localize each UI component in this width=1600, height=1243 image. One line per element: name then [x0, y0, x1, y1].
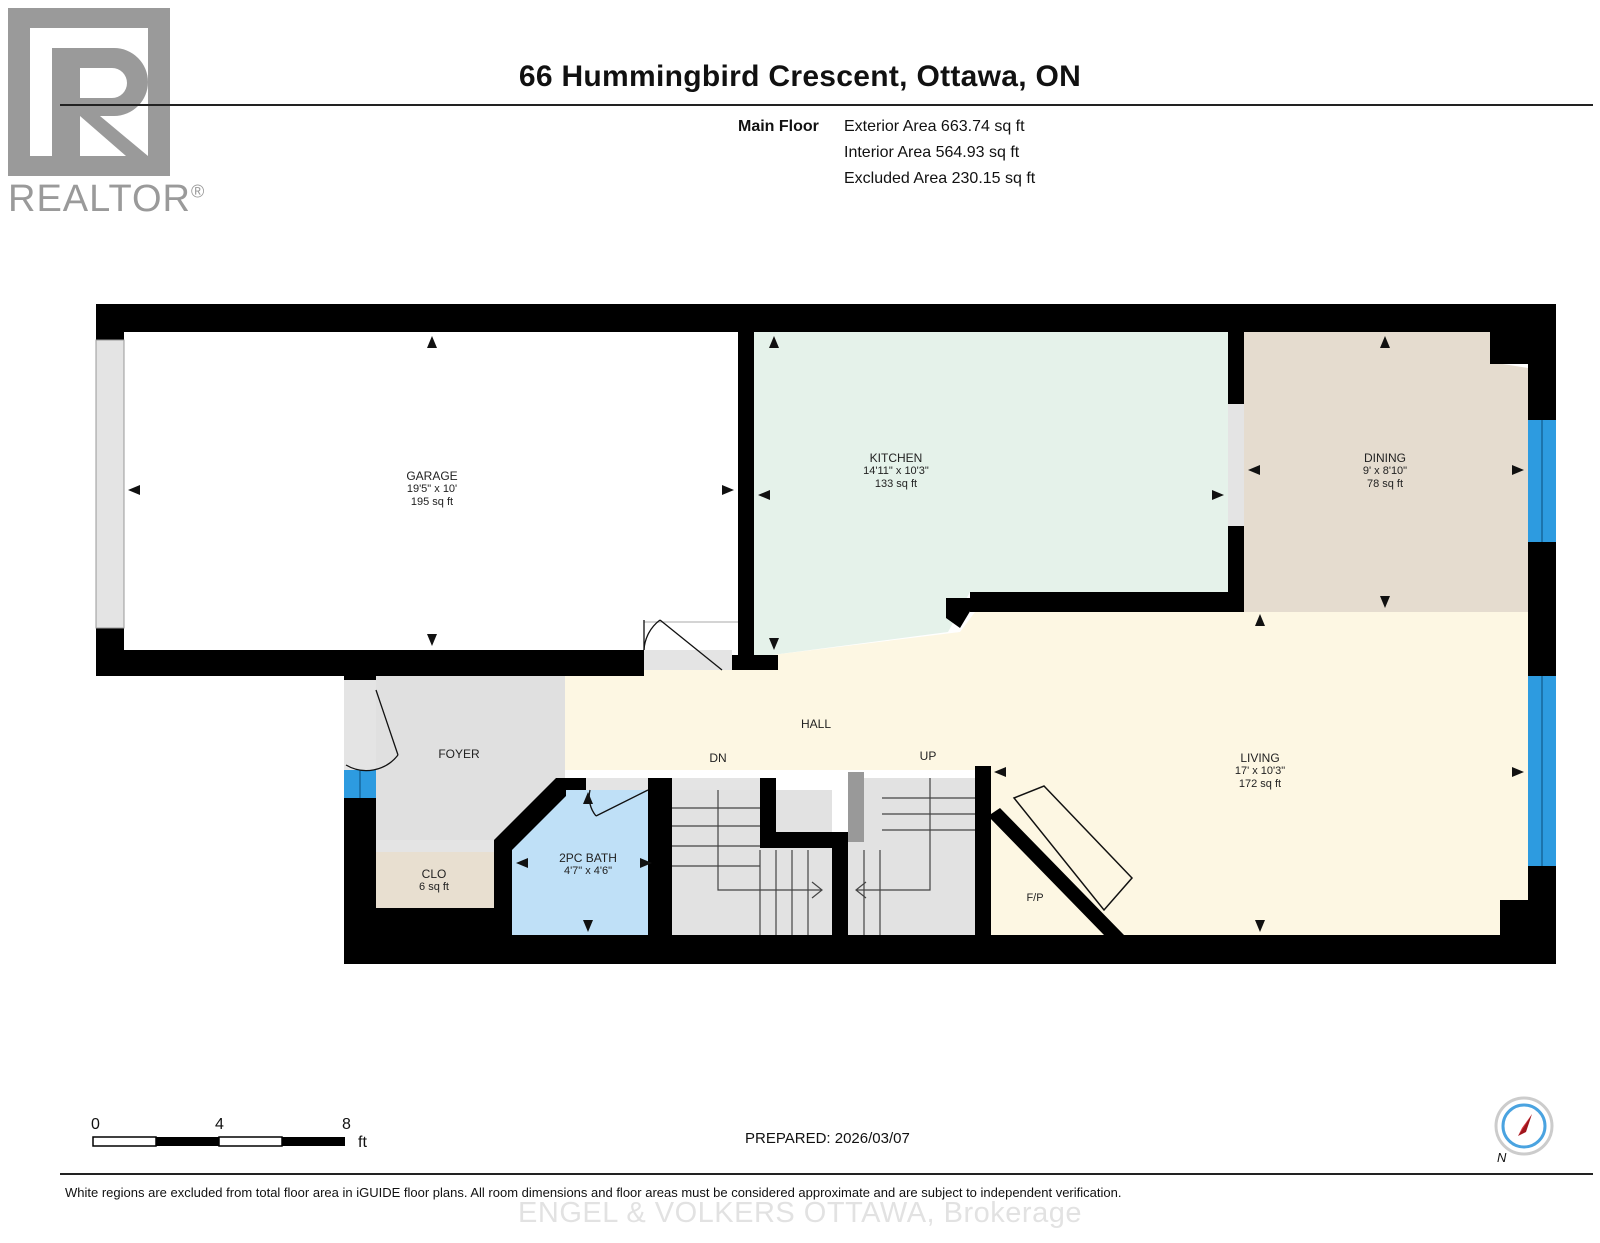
garage-label	[372, 470, 492, 509]
registered-mark: ®	[190, 181, 206, 202]
living-area: 172 sq ft	[1238, 778, 1282, 790]
disclaimer-text: White regions are excluded from total floor area in iGUIDE floor plans. All room dimensions and floor areas must be considered approximate and are subject to independent verification.	[65, 1185, 1122, 1200]
foyer-label	[419, 748, 499, 761]
garage-name: GARAGE	[406, 469, 458, 483]
compass-north-label: N	[1497, 1150, 1507, 1165]
stairs-up-label	[908, 750, 948, 763]
kitchen-area: 133 sq ft	[874, 478, 918, 490]
kitchen-dining-opening	[1228, 404, 1244, 526]
foyer-name: FOYER	[438, 747, 480, 761]
stairs-down-name: DN	[709, 751, 727, 765]
hall-label	[776, 718, 856, 731]
closet-label	[394, 868, 474, 894]
excluded-area: Excluded Area 230.15 sq ft	[844, 170, 1036, 187]
dining-dims: 9' x 8'10"	[1362, 465, 1408, 477]
hall-name: HALL	[800, 717, 832, 731]
page-title: 66 Hummingbird Crescent, Ottawa, ON	[518, 60, 1082, 93]
garage-dims: 19'5" x 10'	[406, 483, 458, 495]
kitchen-label	[836, 452, 956, 491]
scale-unit: ft	[358, 1134, 367, 1151]
bath-dims: 4'7" x 4'6"	[563, 865, 613, 877]
garage-door	[96, 340, 124, 628]
scale-bar	[92, 1136, 348, 1148]
brokerage-watermark: ENGEL & VOLKERS OTTAWA, Brokerage	[518, 1197, 1082, 1229]
closet-name: CLO	[421, 867, 447, 881]
scale-label-4: 4	[215, 1116, 224, 1133]
stairs-down-label	[698, 752, 738, 765]
dining-label	[1325, 452, 1445, 491]
stairs-up-name: UP	[919, 749, 937, 763]
closet-area: 6 sq ft	[419, 881, 449, 893]
dining-area: 78 sq ft	[1366, 478, 1404, 490]
fireplace-name: F/P	[1026, 892, 1044, 904]
kitchen-dims: 14'11" x 10'3"	[863, 465, 929, 477]
prepared-date: PREPARED: 2026/03/07	[745, 1130, 910, 1147]
realtor-logo-text: REALTOR	[8, 178, 191, 220]
exterior-area: Exterior Area 663.74 sq ft	[844, 118, 1025, 135]
interior-area: Interior Area 564.93 sq ft	[844, 144, 1020, 161]
kitchen-name: KITCHEN	[869, 451, 923, 465]
scale-label-0: 0	[91, 1116, 100, 1133]
bath-name: 2PC BATH	[559, 851, 617, 865]
living-label	[1200, 752, 1320, 791]
stairs-up-fill	[848, 778, 975, 935]
bath-label	[548, 852, 628, 878]
garage-area: 195 sq ft	[410, 496, 454, 508]
floor-label: Main Floor	[738, 118, 819, 135]
dining-name: DINING	[1364, 451, 1406, 465]
footer-divider	[60, 1173, 1593, 1175]
living-dims: 17' x 10'3"	[1234, 765, 1286, 777]
scale-label-8: 8	[342, 1116, 351, 1133]
fireplace-label	[1010, 892, 1060, 905]
living-name: LIVING	[1240, 751, 1280, 765]
